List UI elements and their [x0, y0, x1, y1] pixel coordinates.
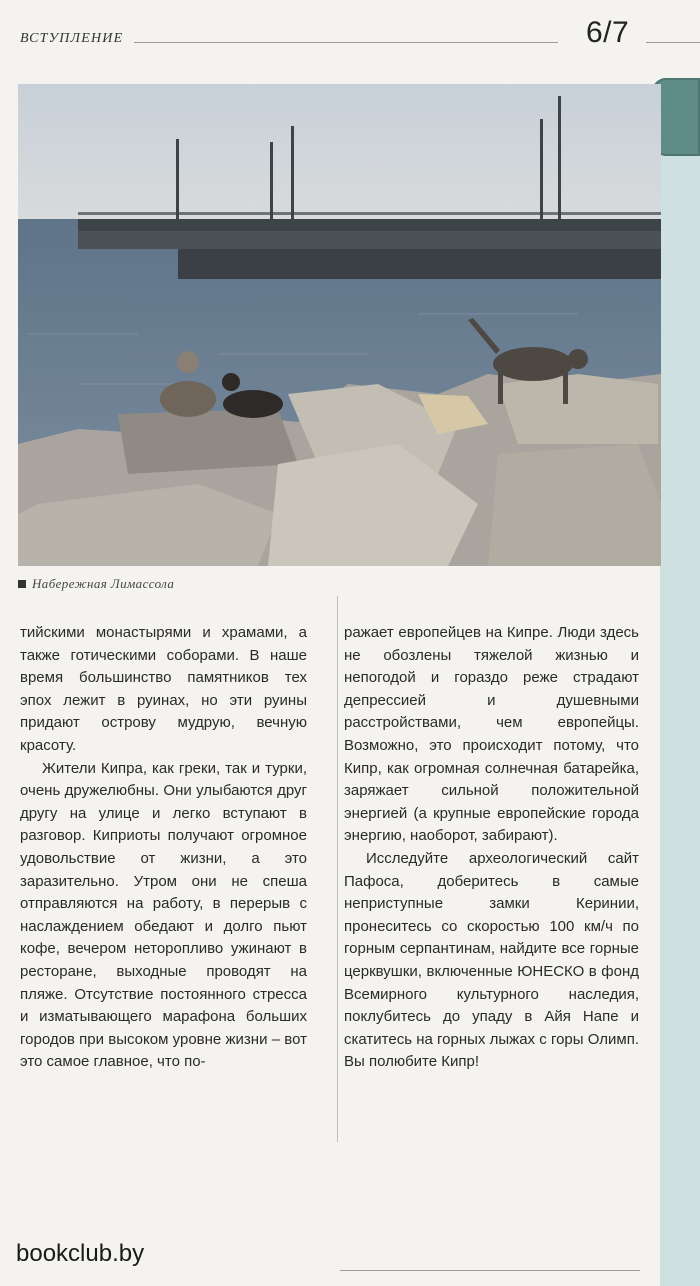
header-rule-right — [646, 42, 700, 43]
header-rule — [134, 42, 558, 43]
text-column-left — [20, 622, 307, 1074]
section-title: ВСТУПЛЕНИЕ — [20, 31, 124, 46]
text-column-right — [344, 622, 639, 1074]
watermark: bookclub.by — [16, 1240, 145, 1267]
photo-limassol-promenade — [18, 84, 661, 566]
photo-caption: Набережная Лимассола — [32, 576, 175, 591]
photo-illustration — [18, 84, 661, 566]
caption-bullet — [18, 580, 26, 588]
paragraph: ражает европейцев на Кипре. Люди здесь не обозлены тяжелой жизнью и непогодой и гораздо реже страдают депрессией и душевными расстройствами, чем европейцы. Возможно, это происходит потому, что Кипр, как огромная солнечная батарейка, заряжает сильной положительной энергией (а крупные европейские города энергию, наоборот, забирают). — [344, 624, 639, 845]
paragraph: тийскими монастырями и храмами, а также готическими соборами. В наше время большинство памятников тех эпох лежит в руинах, но эти руины придают острову мудрую, вечную красоту. — [20, 624, 307, 754]
side-color-strip — [660, 150, 700, 1286]
paragraph: Жители Кипра, как греки, так и турки, очень дружелюбны. Они улыбаются друг другу на улице и легко вступают в разговор. Киприоты получают огромное удовольствие от жизни, а это заразительно. Утром они не спеша отправляются на работу, в перерыв с наслаждением обедают и долго пьют кофе, вечером неторопливо ужинают в ресторане, выходные проводят на пляже. Отсутствие постоянного стресса и изматывающего марафона больших городов при высоком уровне жизни – вот это самое главное, что по- — [20, 759, 307, 1071]
footer-rule — [340, 1270, 640, 1271]
paragraph: Исследуйте археологический сайт Пафоса, доберитесь в самые неприступные замки Керинии, пронеситесь со скоростью 100 км/ч по горным серпантинам, найдите все горные церквушки, включенные ЮНЕСКО в фонд Всемирного культурного наследия, поклубитесь до упаду в Айя Напе и скатитесь на горных лыжах с горы Олимп. Вы полюбите Кипр! — [344, 849, 639, 1071]
column-divider — [337, 596, 338, 1142]
page-counter: 6/7 — [586, 16, 630, 49]
